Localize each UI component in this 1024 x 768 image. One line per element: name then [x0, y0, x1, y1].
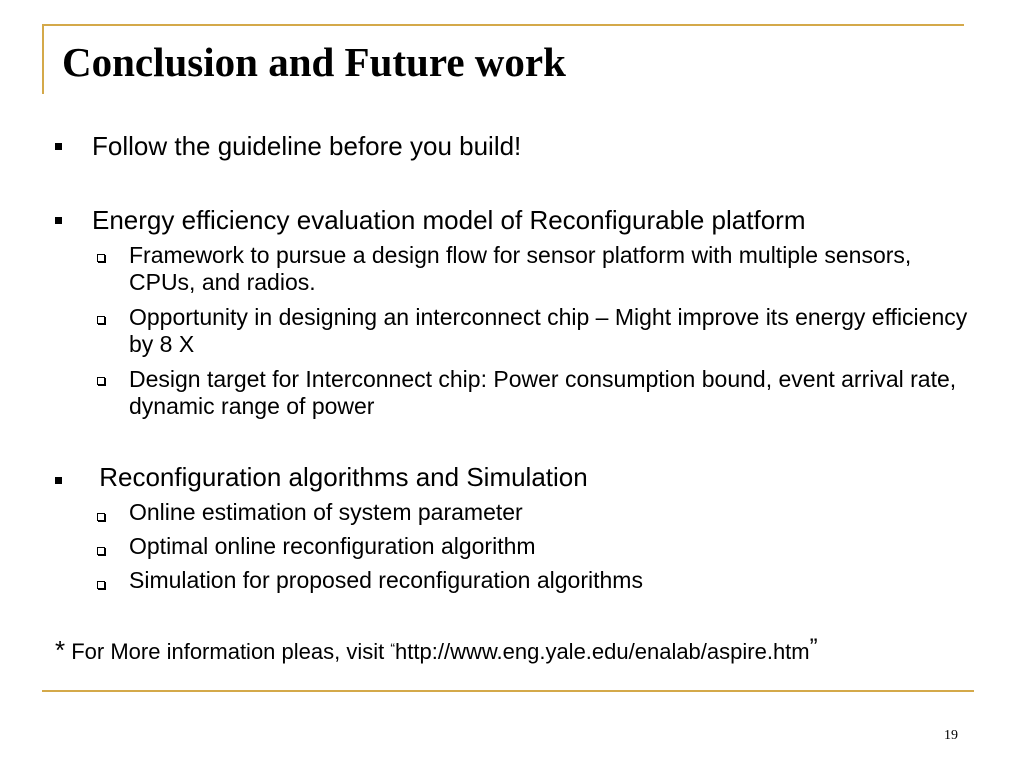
sub-bullet-box-icon: [97, 513, 105, 521]
bullet-square-icon: [55, 143, 62, 150]
footnote-asterisk: *: [55, 635, 66, 665]
sub-bullet-box-icon: [97, 547, 105, 555]
bullet-2-sub-2-text: Opportunity in designing an interconnect chip – Might improve its energy efficiency by 8 X: [129, 304, 968, 357]
bullet-2-text: Energy efficiency evaluation model of Reconfigurable platform: [92, 205, 806, 235]
bullet-square-icon: [55, 477, 62, 484]
left-border-rule: [42, 24, 44, 94]
bullet-3-sub-1-text: Online estimation of system parameter: [129, 499, 523, 525]
bullet-1-text: Follow the guideline before you build!: [92, 131, 522, 161]
bullet-3-sub-2-text: Optimal online reconfiguration algorithm: [129, 533, 536, 559]
bottom-border-rule: [42, 690, 974, 692]
bullet-3-sub-3-text: Simulation for proposed reconfiguration algorithms: [129, 567, 643, 593]
page-number: 19: [944, 728, 958, 743]
slide-title: Conclusion and Future work: [62, 39, 566, 85]
bullet-2-sub-3-text: Design target for Interconnect chip: Power consumption bound, event arrival rate, dynamic range of power: [129, 366, 957, 419]
bullet-3-text: Reconfiguration algorithms and Simulation: [92, 462, 588, 492]
sub-bullet-box-icon: [97, 581, 105, 589]
footnote: [55, 633, 818, 667]
sub-bullet-box-icon: [97, 316, 105, 324]
footnote-url-link[interactable]: http://www.eng.yale.edu/enalab/aspire.htm: [395, 639, 810, 664]
footnote-text: For More information pleas, visit: [65, 639, 391, 664]
sub-bullet-box-icon: [97, 377, 105, 385]
footnote-close-quote: ”: [809, 634, 818, 661]
footnote-open-quote: “: [390, 640, 396, 656]
sub-bullet-box-icon: [97, 254, 105, 262]
bullet-square-icon: [55, 217, 62, 224]
bullet-2-sub-1-text: Framework to pursue a design flow for sensor platform with multiple sensors, CPUs, and radios.: [129, 242, 912, 295]
top-border-rule: [42, 24, 964, 26]
